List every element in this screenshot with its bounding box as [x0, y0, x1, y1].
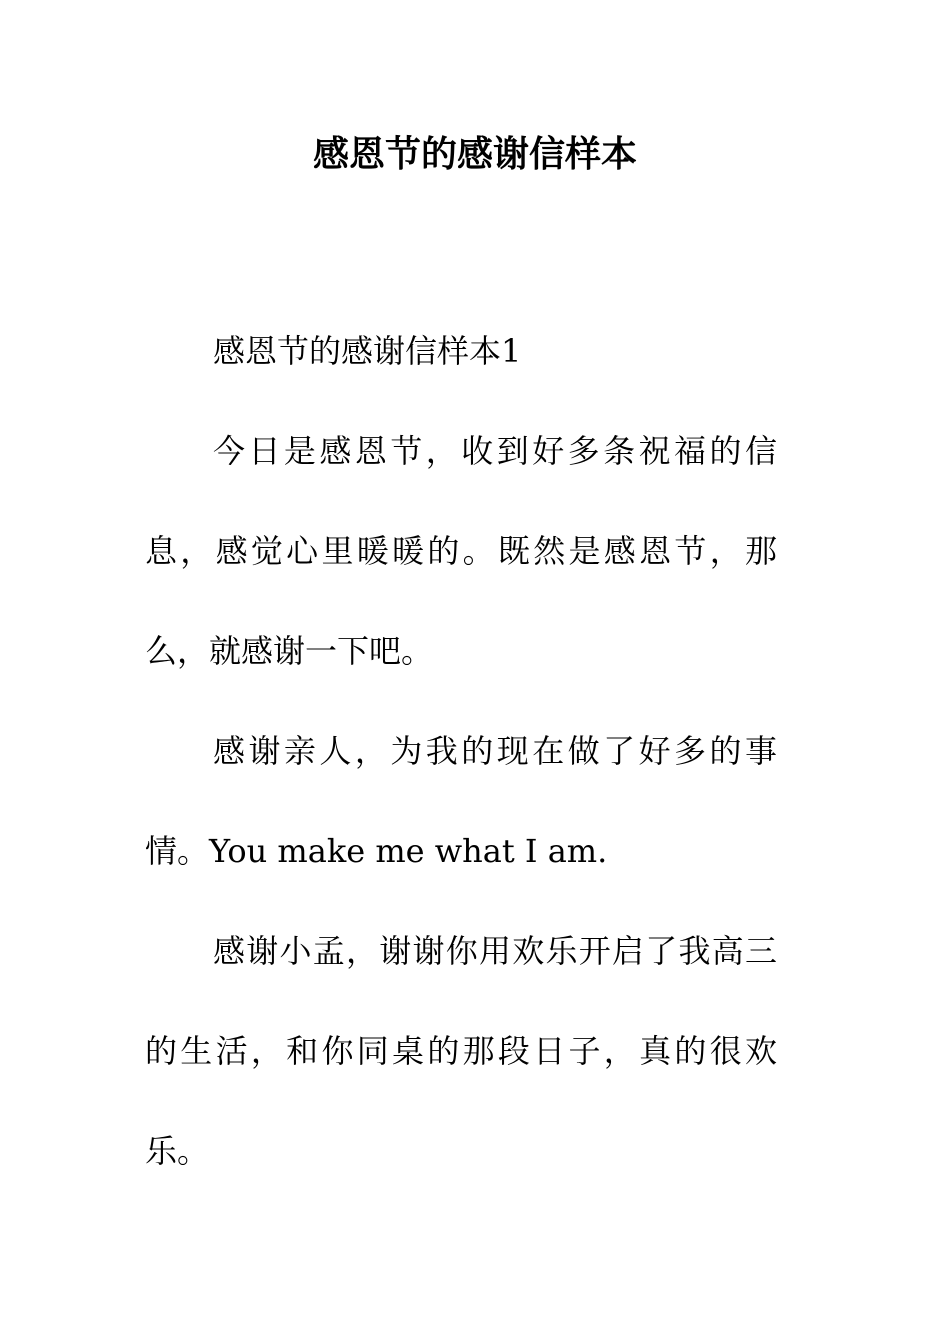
paragraph-2: 感谢亲人，为我的现在做了好多的事情。You make me what I am. [145, 732, 777, 870]
document-body [145, 301, 777, 1201]
document-title: 感恩节的感谢信样本 [312, 133, 637, 175]
paragraph-1: 今日是感恩节，收到好多条祝福的信息，感觉心里暖暖的。既然是感恩节，那么，就感谢一下吧。 [145, 432, 777, 670]
paragraph-3: 感谢小孟，谢谢你用欢乐开启了我高三的生活，和你同桌的那段日子，真的很欢乐。 [145, 932, 777, 1170]
paragraph-heading: 感恩节的感谢信样本1 [213, 332, 522, 370]
